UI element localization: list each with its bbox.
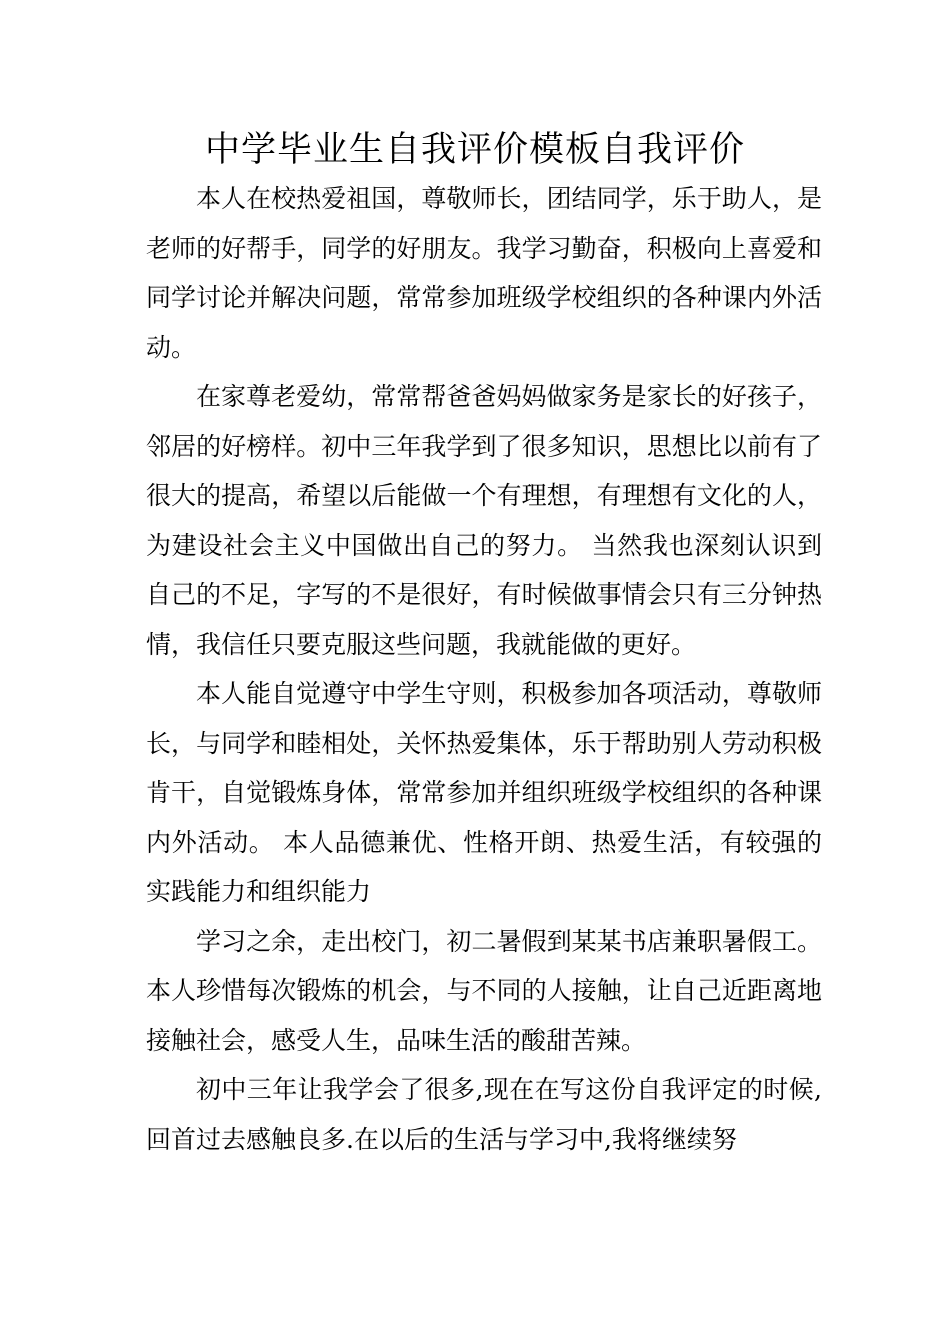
paragraph-4: 学习之余，走出校门，初二暑假到某某书店兼职暑假工。本人珍惜每次锻炼的机会，与不同的人接触，让自己近距离地接触社会，感受人生，品味生活的酸甜苦辣。 [146, 926, 822, 1055]
document-body [146, 174, 822, 1164]
paragraph-3: 本人能自觉遵守中学生守则，积极参加各项活动，尊敬师长，与同学和睦相处，关怀热爱集体，乐于帮助别人劳动积极肯干，自觉锻炼身体，常常参加并组织班级学校组织的各种课内外活动。 本人品德兼优、性格开朗、热爱生活，有较强的实践能力和组织能力 [146, 679, 822, 906]
paragraph-1: 本人在校热爱祖国，尊敬师长，团结同学，乐于助人，是老师的好帮手，同学的好朋友。我学习勤奋，积极向上喜爱和同学讨论并解决问题，常常参加班级学校组织的各种课内外活动。 [146, 184, 822, 362]
paragraph-2: 在家尊老爱幼，常常帮爸爸妈妈做家务是家长的好孩子，邻居的好榜样。初中三年我学到了很多知识，思想比以前有了很大的提高，希望以后能做一个有理想，有理想有文化的人，为建设社会主义中国做出自己的努力。 当然我也深刻认识到自己的不足，字写的不是很好，有时候做事情会只有三分钟热情，我信任只要克服这些问题，我就能做的更好。 [146, 382, 822, 659]
document-title: 中学毕业生自我评价模板自我评价 [204, 130, 745, 170]
paragraph-5: 初中三年让我学会了很多,现在在写这份自我评定的时候,回首过去感触良多.在以后的生活与学习中,我将继续努 [146, 1075, 822, 1154]
